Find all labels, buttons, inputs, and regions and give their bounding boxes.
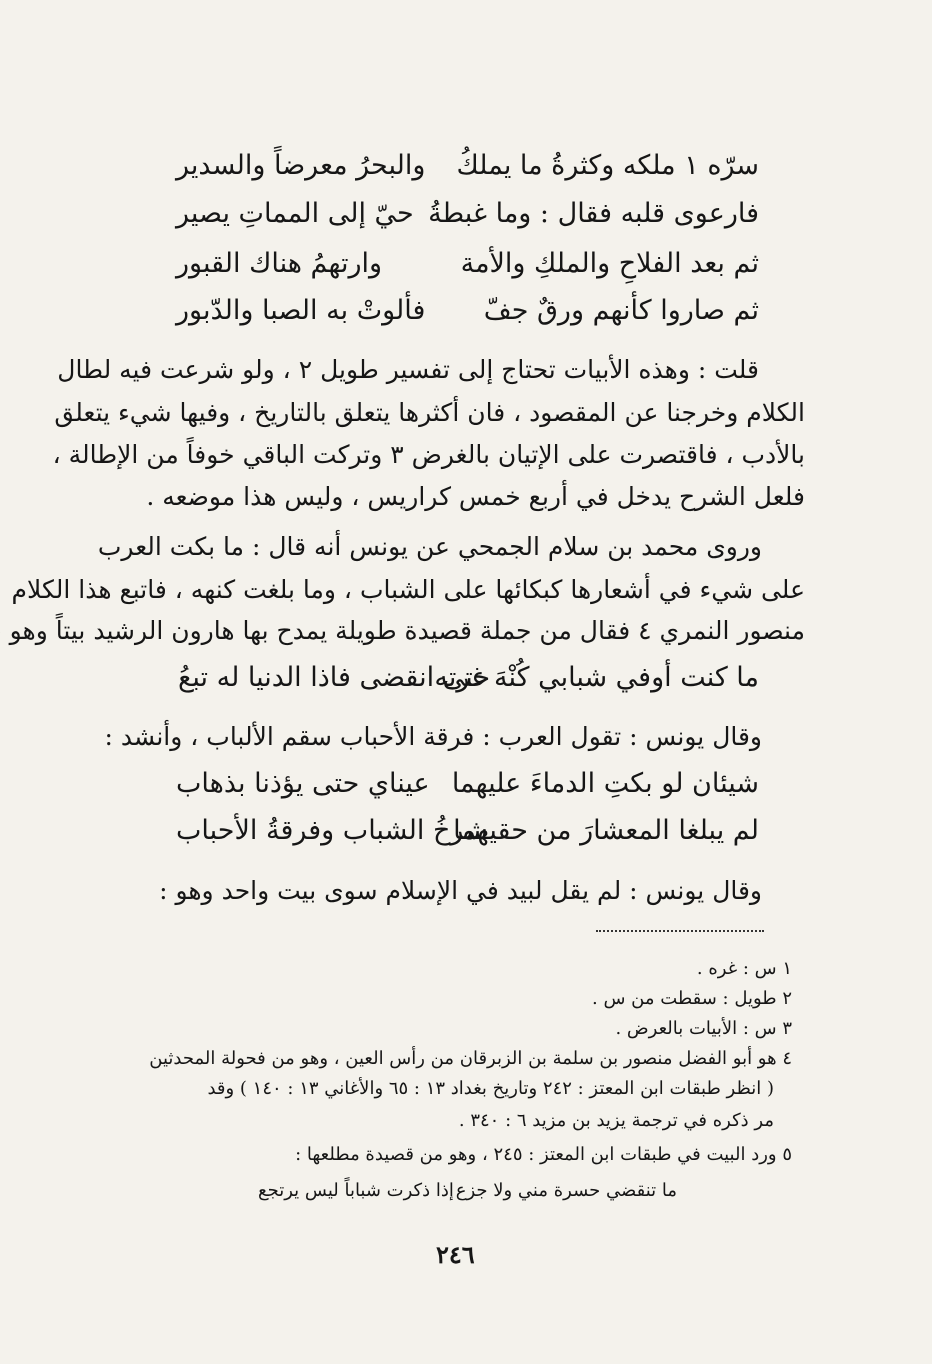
verse-hemistich-left: عيناي حتى يؤذنا بذهاب	[176, 768, 430, 799]
verse-hemistich-left: والبحرُ معرضاً والسدير	[176, 150, 426, 181]
paragraph-line: وقال يونس : تقول العرب : فرقة الأحباب سقم الألباب ، وأنشد :	[104, 722, 762, 751]
footnote: ٤ هو أبو الفضل منصور بن سلمة بن الزبرقان من رأس العين ، وهو من فحولة المحدثين	[149, 1048, 792, 1069]
paragraph-line: قلت : وهذه الأبيات تحتاج إلى تفسير طويل ٢ ، ولو شرعت فيه لطال	[57, 355, 759, 384]
verse-hemistich-left: حيّ إلى المماتِ يصير	[176, 198, 414, 229]
verse-hemistich-left: فألوتْ به الصبا والدّبور	[176, 295, 426, 326]
footnote-separator	[596, 930, 764, 932]
verse-hemistich-right: ما كنت أوفي شبابي كُنْهَ غرته	[434, 662, 759, 693]
footnote: ٥ ورد البيت في طبقات ابن المعتز : ٢٤٥ ، وهو من قصيدة مطلعها :	[295, 1144, 792, 1165]
paragraph-line: وروى محمد بن سلام الجمحي عن يونس أنه قال : ما بكت العرب	[97, 532, 762, 561]
paragraph-line: الكلام وخرجنا عن المقصود ، فان أكثرها يتعلق بالتاريخ ، وفيها شيء يتعلق	[54, 398, 805, 427]
footnote: ٢ طويل : سقطت من س .	[592, 988, 792, 1009]
footnote: ١ س : غره .	[696, 958, 792, 979]
footnote-verse-right: ما تنقضي حسرة مني ولا جزع	[455, 1180, 677, 1201]
verse-hemistich-right: ثم بعد الفلاحِ والملكِ والأمة	[460, 248, 759, 279]
page-number: ٢٤٦	[436, 1240, 475, 1269]
verse-hemistich-left: شرخُ الشباب وفرقةُ الأحباب	[176, 815, 488, 846]
paragraph-line: منصور النمري ٤ فقال من جملة قصيدة طويلة يمدح بها هارون الرشيد بيتاً وهو	[9, 616, 805, 645]
paragraph-line: على شيء في أشعارها كبكائها على الشباب ، وما بلغت كنهه ، فاتبع هذا الكلام	[11, 575, 805, 604]
verse-hemistich-left: وارتهمُ هناك القبور	[176, 248, 383, 279]
verse-hemistich-right: سرّه ١ ملكه وكثرةُ ما يملكُ	[456, 150, 759, 181]
paragraph-line: وقال يونس : لم يقل لبيد في الإسلام سوى بيت واحد وهو :	[159, 876, 762, 905]
footnote: ٣ س : الأبيات بالعرض .	[615, 1018, 792, 1039]
verse-hemistich-left: حتى انقضى فاذا الدنيا له تبعُ	[178, 662, 491, 693]
paragraph-line: فلعل الشرح يدخل في أربع خمس كراريس ، وليس هذا موضعه .	[146, 482, 805, 511]
footnote-continuation: ( انظر طبقات ابن المعتز : ٢٤٢ وتاريخ بغداد ١٣ : ٦٥ والأغاني ١٣ : ١٤٠ ) وقد	[207, 1078, 774, 1099]
footnote-continuation: مر ذكره في ترجمة يزيد بن مزيد ٦ : ٣٤٠ .	[458, 1110, 774, 1131]
verse-hemistich-right: ثم صاروا كأنهم ورقٌ جفّ	[483, 295, 759, 326]
paragraph-line: بالأدب ، فاقتصرت على الإتيان بالغرض ٣ وتركت الباقي خوفاً من الإطالة ،	[52, 440, 805, 469]
verse-hemistich-right: فارعوى قلبه فقال : وما غبطةُ	[428, 198, 759, 229]
verse-hemistich-right: شيئان لو بكتِ الدماءَ عليهما	[451, 768, 759, 799]
footnote-verse-left: إذا ذكرت شباباً ليس يرتجع	[258, 1180, 454, 1201]
verse-hemistich-right: لم يبلغا المعشارَ من حقيهما	[453, 815, 759, 846]
